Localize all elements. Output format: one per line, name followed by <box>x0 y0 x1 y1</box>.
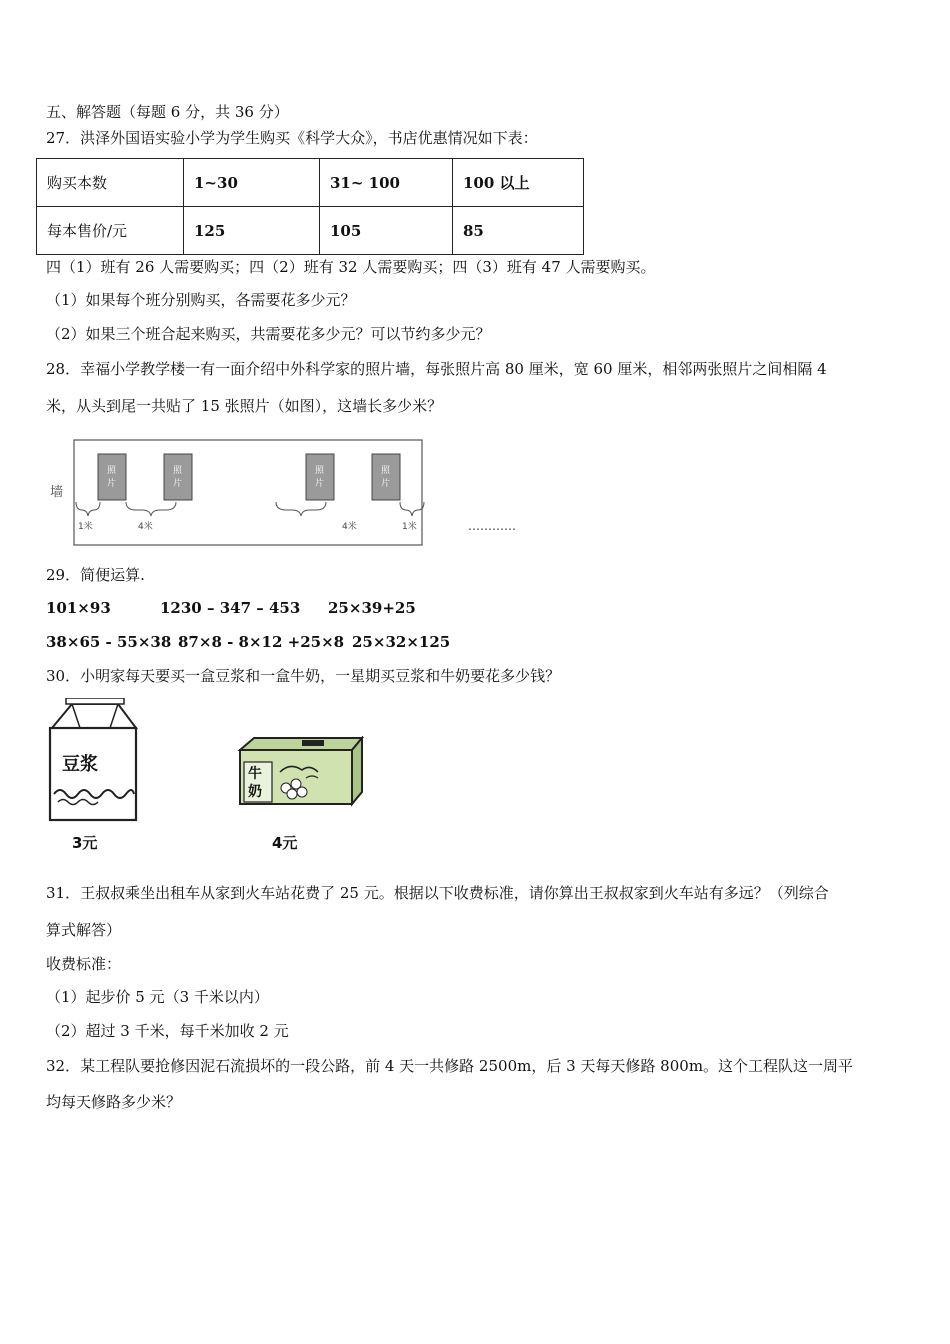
svg-text:片: 片 <box>315 479 325 489</box>
svg-text:片: 片 <box>381 479 391 489</box>
q31-rule1: （1）起步价 5 元（3 千米以内） <box>46 988 269 1006</box>
q32-line1: 32．某工程队要抢修因泥石流损坏的一段公路，前 4 天一共修路 2500m，后 3 天每天修路 800m。这个工程队这一周平 <box>46 1057 854 1075</box>
gap-label: 4米 <box>138 522 153 532</box>
calc-item: 25×32×125 <box>352 633 451 651</box>
continuation-dots: ………… <box>468 519 516 533</box>
soy-milk-carton <box>44 698 144 826</box>
svg-text:片: 片 <box>173 479 183 489</box>
table-row <box>37 207 584 255</box>
milk-label: 牛 <box>248 766 262 782</box>
q31-line1: 31．王叔叔乘坐出租车从家到火车站花费了 25 元。根据以下收费标准，请你算出王叔叔家到火车站有多远？（列综合 <box>46 884 829 902</box>
milk-price: 4元 <box>272 834 298 852</box>
svg-text:奶: 奶 <box>248 784 262 800</box>
soy-label: 豆浆 <box>62 754 98 775</box>
price-table <box>36 158 584 255</box>
q29-title: 29．简便运算. <box>46 566 145 584</box>
photo-wall-figure <box>44 436 524 552</box>
table-row <box>37 159 584 207</box>
milk-box <box>236 736 366 808</box>
q30-question: 30．小明家每天要买一盒豆浆和一盒牛奶，一星期买豆浆和牛奶要花多少钱？ <box>46 667 561 685</box>
svg-text:片: 片 <box>107 479 117 489</box>
table-cell: 105 <box>320 207 453 255</box>
section-title: 五、解答题（每题 6 分，共 36 分） <box>46 103 289 121</box>
table-cell: 每本售价/元 <box>37 207 184 255</box>
table-cell: 31~ 100 <box>320 159 453 207</box>
calc-item: 87×8 - 8×12 +25×8 <box>178 633 345 651</box>
svg-text:照: 照 <box>381 466 391 476</box>
table-cell: 85 <box>453 207 584 255</box>
table-cell: 购买本数 <box>37 159 184 207</box>
q27-sub1: （1）如果每个班分别购买，各需要花多少元？ <box>46 291 356 309</box>
soy-price: 3元 <box>72 834 98 852</box>
table-cell: 100 以上 <box>453 159 584 207</box>
q31-standard-title: 收费标准： <box>46 955 122 973</box>
calc-item: 101×93 <box>46 599 111 617</box>
q31-line2: 算式解答） <box>46 921 122 939</box>
photo <box>306 454 334 500</box>
gap-brace <box>276 502 326 516</box>
q28-line1: 28．幸福小学教学楼一有一面介绍中外科学家的照片墙，每张照片高 80 厘米，宽 60 厘米，相邻两张照片之间相隔 4 <box>46 360 827 378</box>
gap-brace <box>400 502 424 516</box>
q31-rule2: （2）超过 3 千米，每千米加收 2 元 <box>46 1022 289 1040</box>
q28-line2: 米，从头到尾一共贴了 15 张照片（如图），这墙长多少米？ <box>46 397 443 415</box>
calc-item: 25×39+25 <box>328 599 416 617</box>
svg-text:照: 照 <box>315 466 325 476</box>
gap-brace <box>76 502 100 516</box>
q27-sub2: （2）如果三个班合起来购买，共需要花多少元？可以节约多少元？ <box>46 325 491 343</box>
photo <box>164 454 192 500</box>
gap-brace <box>126 502 176 516</box>
table-cell: 125 <box>184 207 320 255</box>
gap-label: 1米 <box>402 522 417 532</box>
wall-label: 墙 <box>50 485 64 500</box>
table-cell: 1~30 <box>184 159 320 207</box>
svg-text:照: 照 <box>173 466 183 476</box>
gap-label: 1米 <box>78 522 93 532</box>
q32-line2: 均每天修路多少米？ <box>46 1093 182 1111</box>
gap-label: 4米 <box>342 522 357 532</box>
calc-item: 38×65 - 55×38 <box>46 633 172 651</box>
q27-question: 27．洪泽外国语实验小学为学生购买《科学大众》，书店优惠情况如下表： <box>46 129 538 147</box>
photo <box>98 454 126 500</box>
photo <box>372 454 400 500</box>
svg-text:照: 照 <box>107 466 117 476</box>
calc-item: 1230 – 347 – 453 <box>160 599 301 617</box>
q27-info: 四（1）班有 26 人需要购买；四（2）班有 32 人需要购买；四（3）班有 47 人需要购买。 <box>46 258 656 276</box>
